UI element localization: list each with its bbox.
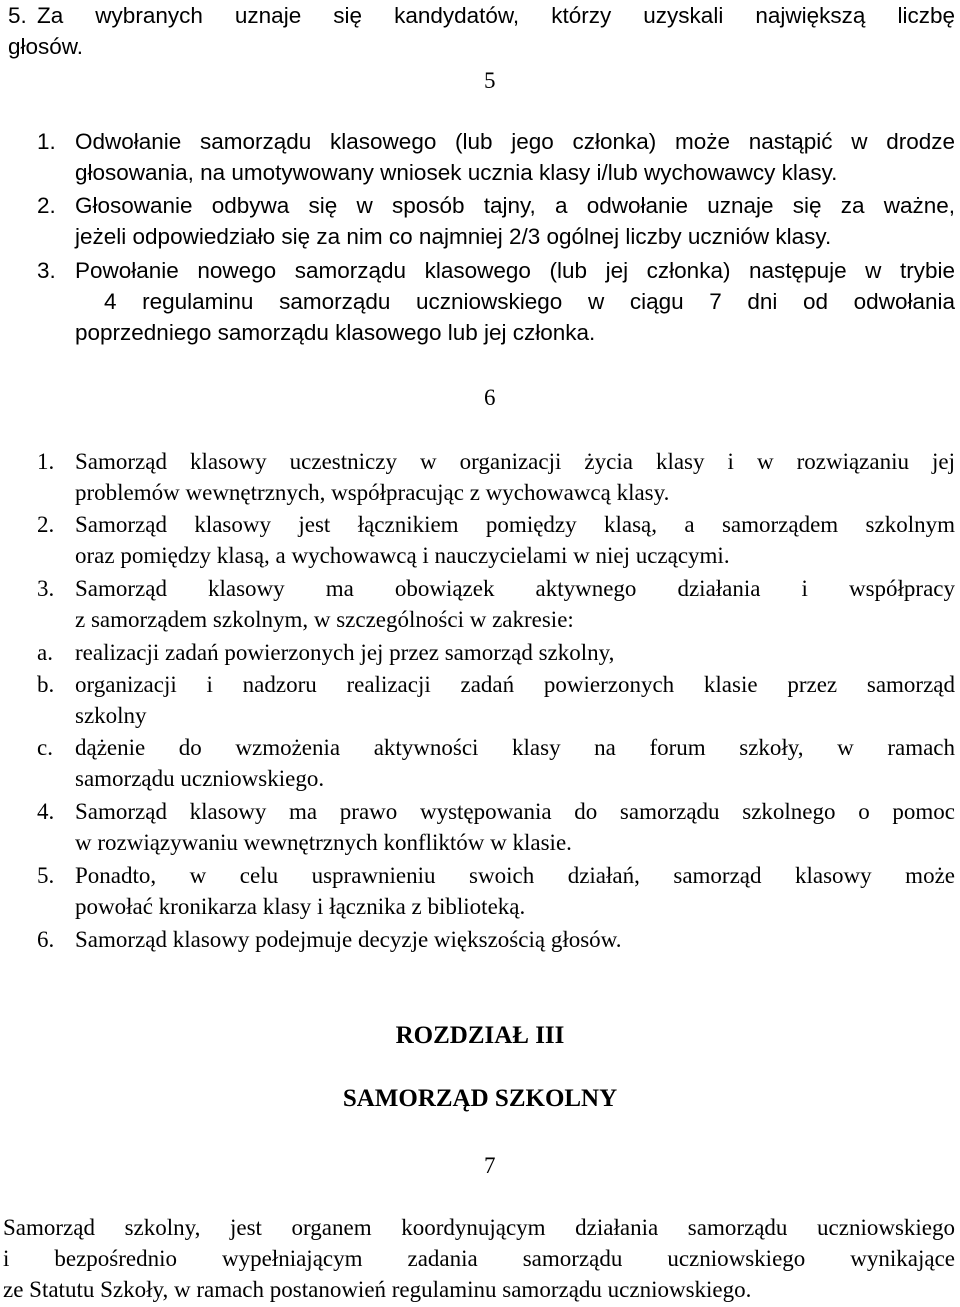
item-text-line: Samorząd klasowy ma obowiązek aktywnego działania i współpracy	[75, 576, 955, 601]
item-number: 5.	[37, 863, 55, 888]
section-heading	[466, 1149, 496, 1181]
item-text-line: 4 regulaminu samorządu uczniowskiego w ciągu 7 dni od odwołania	[104, 289, 955, 314]
item-text-line: Samorząd klasowy jest łącznikiem pomiędzy klasą, a samorządem szkolnym	[75, 512, 955, 537]
item-text-line: z samorządem szkolnym, w szczególności w zakresie:	[75, 607, 574, 632]
item-text-line: Za wybranych uznaje się kandydatów, którzy uzyskali największą liczbę	[37, 3, 955, 28]
item-text-line: w rozwiązywaniu wewnętrznych konfliktów w klasie.	[75, 830, 572, 855]
item-number: 3.	[37, 576, 55, 601]
item-number: 2.	[37, 193, 56, 218]
item-number: 3.	[37, 258, 56, 283]
item-text-line: Samorząd klasowy uczestniczy w organizacji życia klasy i w rozwiązaniu jej	[75, 449, 955, 474]
section-heading	[466, 64, 496, 96]
item-number: 1.	[37, 129, 56, 154]
chapter-subtitle: SAMORZĄD SZKOLNY	[342, 1085, 618, 1112]
section-number: 7	[484, 1153, 496, 1178]
item-text-line: dążenie do wzmożenia aktywności klasy na forum szkoły, w ramach	[75, 735, 955, 760]
section-sign-icon	[466, 1149, 480, 1175]
item-text-line: Ponadto, w celu usprawnieniu swoich działań, samorząd klasowy może	[75, 863, 955, 888]
item-number: 4.	[37, 799, 55, 824]
item-number: 5.	[8, 3, 27, 28]
item-number: b.	[37, 672, 55, 697]
section-number: 5	[484, 68, 496, 93]
item-number: a.	[37, 640, 53, 665]
section-sign-icon	[466, 64, 480, 90]
item-text-line: organizacji i nadzoru realizacji zadań powierzonych klasie przez samorząd	[75, 672, 955, 697]
item-text-line: problemów wewnętrznych, współpracując z wychowawcą klasy.	[75, 480, 670, 505]
item-text-line: jeżeli odpowiedziało się za nim co najmniej 2/3 ogólnej liczby uczniów klasy.	[75, 224, 832, 249]
item-text-line: Samorząd klasowy ma prawo występowania do samorządu szkolnego o pomoc	[75, 799, 955, 824]
chapter-title: ROZDZIAŁ III	[395, 1022, 565, 1049]
item-text-line: Samorząd klasowy podejmuje decyzje większością głosów.	[75, 927, 622, 952]
item-text-line: głosowania, na umotywowany wniosek ucznia klasy i/lub wychowawcy klasy.	[75, 160, 838, 185]
item-text-line: realizacji zadań powierzonych jej przez samorząd szkolny,	[75, 640, 615, 665]
section-heading	[466, 381, 496, 413]
item-text-line: głosów.	[8, 34, 84, 59]
item-number: 6.	[37, 927, 55, 952]
paragraph-line: i bezpośrednio wypełniającym zadania samorządu uczniowskiego wynikające	[3, 1246, 955, 1271]
paragraph-line: ze Statutu Szkoły, w ramach postanowień regulaminu samorządu uczniowskiego.	[3, 1277, 752, 1302]
item-text-line: samorządu uczniowskiego.	[75, 766, 325, 791]
item-number: 2.	[37, 512, 55, 537]
item-text-line: szkolny	[75, 703, 147, 728]
item-text-line: powołać kronikarza klasy i łącznika z biblioteką.	[75, 894, 526, 919]
item-number: c.	[37, 735, 53, 760]
item-number: 1.	[37, 449, 55, 474]
paragraph-line: Samorząd szkolny, jest organem koordynującym działania samorządu uczniowskiego	[3, 1215, 955, 1240]
section-sign-icon	[466, 381, 480, 407]
item-text-line: Odwołanie samorządu klasowego (lub jego członka) może nastąpić w drodze	[75, 129, 955, 154]
item-text-line: Powołanie nowego samorządu klasowego (lub jej członka) następuje w trybie	[75, 258, 955, 283]
section-number: 6	[484, 385, 496, 410]
item-text-line: poprzedniego samorządu klasowego lub jej członka.	[75, 320, 596, 345]
item-text-line: oraz pomiędzy klasą, a wychowawcą i nauczycielami w niej uczącymi.	[75, 543, 730, 568]
item-text-line: Głosowanie odbywa się w sposób tajny, a odwołanie uznaje się za ważne,	[75, 193, 955, 218]
